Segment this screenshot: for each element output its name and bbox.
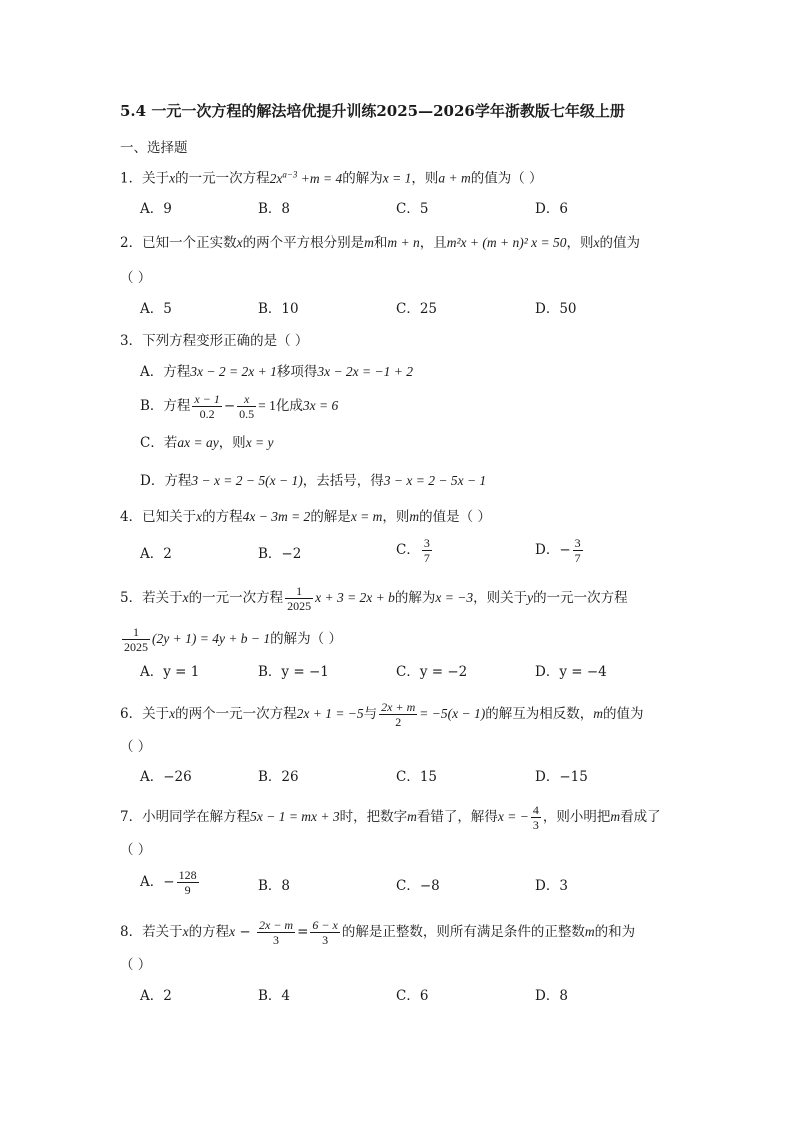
- question-8: 8．若关于x的方程x − $\frac{2x - m}{3}$ = $\frac{6 - x}{3}$ 的解是正整数，则所有满足条件的正整数m的和为: [120, 918, 636, 947]
- question-1: 1．关于x的一元一次方程$2x^{a-3} +m = 4$的解为x = 1，则a + m的值为（ ）: [120, 169, 543, 187]
- q7-option-c[interactable]: C．−8: [396, 878, 440, 894]
- q8-option-a[interactable]: A．2: [140, 988, 172, 1004]
- document-title: 5.4 一元一次方程的解法培优提升训练2025—2026学年浙教版七年级上册: [120, 102, 625, 120]
- q4-option-c[interactable]: C． $\frac{3}{7}$: [396, 536, 430, 565]
- question-3: 3．下列方程变形正确的是（ ）: [120, 333, 309, 349]
- q8-option-b[interactable]: B．4: [258, 988, 291, 1004]
- question-7-blank: （ ）: [120, 842, 152, 858]
- q5-option-d[interactable]: D．y = −4: [535, 664, 607, 680]
- q1-option-b[interactable]: B．8: [258, 201, 291, 217]
- q1-option-d[interactable]: D．6: [535, 201, 568, 217]
- question-4: 4．已知关于x的方程4x − 3m = 2的解是x = m，则m的值是（ ）: [120, 509, 491, 525]
- q5-option-a[interactable]: A．y = 1: [140, 664, 200, 680]
- q3-option-c[interactable]: C．若ax = ay，则x = y: [140, 435, 274, 451]
- q7-option-a[interactable]: A．− $\frac{128}{9}$: [140, 868, 197, 897]
- question-8-blank: （ ）: [120, 957, 152, 973]
- q4-option-a[interactable]: A．2: [140, 546, 172, 562]
- q2-option-a[interactable]: A．5: [140, 301, 172, 317]
- q3-option-b[interactable]: B．方程 $\frac{x - 1}{0.2}$ − $\frac{x}{0.5}$ = 1化成3x = 6: [140, 392, 339, 421]
- q4-option-d[interactable]: D．− $\frac{3}{7}$: [535, 536, 581, 565]
- q4-option-b[interactable]: B．−2: [258, 546, 302, 562]
- q7-option-b[interactable]: B．8: [258, 878, 291, 894]
- q6-option-b[interactable]: B．26: [258, 769, 299, 785]
- q2-option-b[interactable]: B．10: [258, 301, 299, 317]
- q3-option-d[interactable]: D．方程3 − x = 2 − 5(x − 1)，去括号，得3 − x = 2 − 5x − 1: [140, 473, 487, 489]
- q2-option-c[interactable]: C．25: [396, 301, 438, 317]
- question-6-blank: （ ）: [120, 739, 152, 755]
- q5-option-b[interactable]: B．y = −1: [258, 664, 329, 680]
- q1-option-a[interactable]: A．9: [140, 201, 172, 217]
- q5-option-c[interactable]: C．y = −2: [396, 664, 468, 680]
- question-2-blank: （ ）: [120, 270, 152, 286]
- q8-option-d[interactable]: D．8: [535, 988, 568, 1004]
- q1-option-c[interactable]: C．5: [396, 201, 429, 217]
- question-5-line-2: $\frac{1}{2025}$ (2y + 1) = 4y + b − 1的解为（ ）: [124, 625, 342, 654]
- q2-option-d[interactable]: D．50: [535, 301, 577, 317]
- q6-option-c[interactable]: C．15: [396, 769, 438, 785]
- question-7: 7．小明同学在解方程5x − 1 = mx + 3时，把数字m看错了，解得x = − $\frac{4}{3}$ ，则小明把m看成了: [120, 803, 661, 832]
- q6-option-d[interactable]: D．−15: [535, 769, 588, 785]
- question-5: 5．若关于x的一元一次方程 $\frac{1}{2025}$ x + 3 = 2x + b的解为x = −3，则关于y的一元一次方程: [120, 584, 628, 613]
- q8-option-c[interactable]: C．6: [396, 988, 429, 1004]
- section-heading: 一、选择题: [120, 140, 188, 156]
- q3-option-a[interactable]: A．方程3x − 2 = 2x + 1移项得3x − 2x = −1 + 2: [140, 364, 414, 380]
- q6-option-a[interactable]: A．−26: [140, 769, 192, 785]
- q7-option-d[interactable]: D．3: [535, 878, 568, 894]
- question-6: 6．关于x的两个一元一次方程2x + 1 = −5与 $\frac{2x + m}{2}$ = −5(x − 1)的解互为相反数，m的值为: [120, 700, 644, 729]
- question-2: 2．已知一个正实数x的两个平方根分别是m和m + n，且m²x + (m + n)² x = 50，则x的值为: [120, 235, 640, 251]
